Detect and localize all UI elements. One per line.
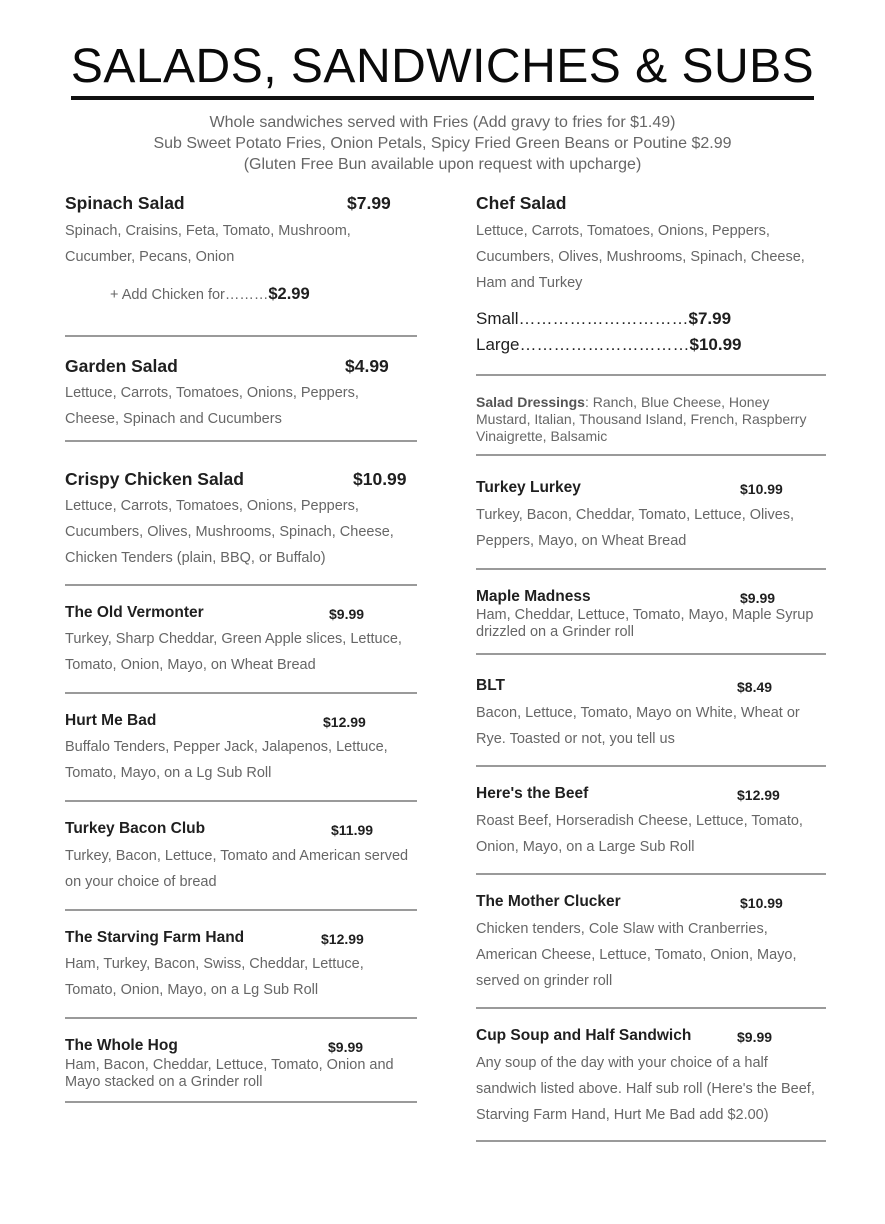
item-name: Spinach Salad <box>65 193 185 213</box>
add-price: $2.99 <box>268 285 310 303</box>
item-price: $12.99 <box>737 787 780 803</box>
item-description <box>65 734 417 786</box>
item-name: Here's the Beef <box>476 785 589 802</box>
desc-line: Lettuce, Carrots, Tomatoes, Onions, Peppers, <box>65 385 359 401</box>
subtitle-line: Whole sandwiches served with Fries (Add gravy to fries for $1.49) <box>209 114 676 131</box>
subtitle-line: (Gluten Free Bun available upon request with upcharge) <box>243 156 642 173</box>
size-label: Small………………………… <box>476 309 689 328</box>
desc-line: Turkey, Sharp Cheddar, Green Apple slices, Lettuce, <box>65 631 402 647</box>
item-name: BLT <box>476 677 505 694</box>
desc-line: Cucumber, Pecans, Onion <box>65 249 235 265</box>
desc-line: Onion, Mayo, on a Large Sub Roll <box>476 839 695 855</box>
item-name: Turkey Lurkey <box>476 479 581 496</box>
item-price: $4.99 <box>345 356 389 376</box>
item-description <box>65 218 417 270</box>
size-large-line <box>476 335 741 355</box>
divider <box>476 765 826 767</box>
divider <box>65 440 417 442</box>
desc-line: Mayo stacked on a Grinder roll <box>65 1074 263 1090</box>
item-price: $10.99 <box>740 481 783 497</box>
item-name: Crispy Chicken Salad <box>65 469 244 489</box>
desc-line: Tomato, Mayo, on a Lg Sub Roll <box>65 765 272 781</box>
item-price: $10.99 <box>740 895 783 911</box>
item-name: The Whole Hog <box>65 1037 178 1054</box>
divider <box>476 454 826 456</box>
divider <box>65 1101 417 1103</box>
add-label: + Add Chicken for……… <box>110 287 269 303</box>
desc-line: served on grinder roll <box>476 973 613 989</box>
desc-line: Mustard, Italian, Thousand Island, French, Raspberry <box>476 411 807 427</box>
desc-line: Peppers, Mayo, on Wheat Bread <box>476 533 687 549</box>
item-price: $8.49 <box>737 679 773 695</box>
subtitle <box>0 112 885 175</box>
item-description <box>65 1057 417 1091</box>
desc-line: Ham, Turkey, Bacon, Swiss, Cheddar, Lettuce, <box>65 956 364 972</box>
size-price: $10.99 <box>689 335 742 354</box>
desc-line: Turkey, Bacon, Cheddar, Tomato, Lettuce, Olives, <box>476 507 795 523</box>
divider <box>476 568 826 570</box>
page-title: SALADS, SANDWICHES & SUBS <box>0 36 885 100</box>
item-name: Chef Salad <box>476 193 567 213</box>
item-description <box>476 808 826 860</box>
desc-line: Roast Beef, Horseradish Cheese, Lettuce, Tomato, <box>476 813 803 829</box>
desc-line: Spinach, Craisins, Feta, Tomato, Mushroom, <box>65 223 351 239</box>
item-description <box>65 493 417 571</box>
dressings-text <box>476 394 826 445</box>
item-price: $12.99 <box>321 931 364 947</box>
divider <box>65 692 417 694</box>
item-name: Garden Salad <box>65 356 178 376</box>
item-description <box>476 916 826 994</box>
divider <box>65 909 417 911</box>
desc-line: Buffalo Tenders, Pepper Jack, Jalapenos, Lettuce, <box>65 739 388 755</box>
desc-line: Ham and Turkey <box>476 275 583 291</box>
item-name: Maple Madness <box>476 588 591 605</box>
desc-line: American Cheese, Lettuce, Tomato, Onion, Mayo, <box>476 947 797 963</box>
divider <box>476 653 826 655</box>
item-price: $10.99 <box>353 469 407 489</box>
item-name: The Starving Farm Hand <box>65 929 245 946</box>
desc-line: Lettuce, Carrots, Tomatoes, Onions, Peppers, <box>476 223 770 239</box>
item-price: $9.99 <box>329 606 365 622</box>
desc-line: drizzled on a Grinder roll <box>476 624 634 640</box>
item-price: $9.99 <box>328 1039 364 1055</box>
desc-line: Chicken Tenders (plain, BBQ, or Buffalo) <box>65 550 326 566</box>
item-price: $9.99 <box>737 1029 773 1045</box>
desc-line: Bacon, Lettuce, Tomato, Mayo on White, Wheat or <box>476 705 800 721</box>
item-price: $9.99 <box>740 590 776 606</box>
desc-line: Vinaigrette, Balsamic <box>476 428 608 444</box>
desc-line: Cucumbers, Olives, Mushrooms, Spinach, Cheese, <box>476 249 805 265</box>
subtitle-line: Sub Sweet Potato Fries, Onion Petals, Spicy Fried Green Beans or Poutine $2.99 <box>153 135 732 152</box>
item-price: $12.99 <box>323 714 366 730</box>
item-description <box>65 843 417 895</box>
divider <box>65 335 417 337</box>
item-description <box>65 951 417 1003</box>
divider <box>65 1017 417 1019</box>
item-name: Hurt Me Bad <box>65 712 157 729</box>
divider <box>476 1007 826 1009</box>
item-description <box>476 607 826 641</box>
size-label: Large………………………… <box>476 335 690 354</box>
divider <box>476 1140 826 1142</box>
desc-line: sandwich listed above. Half sub roll (Here's the Beef, <box>476 1081 815 1097</box>
item-price: $7.99 <box>347 193 391 213</box>
item-price: $11.99 <box>331 822 374 838</box>
item-name: Cup Soup and Half Sandwich <box>476 1027 692 1044</box>
desc-line: Ham, Bacon, Cheddar, Lettuce, Tomato, Onion and <box>65 1057 394 1073</box>
desc-line: Lettuce, Carrots, Tomatoes, Onions, Peppers, <box>65 498 359 514</box>
item-description <box>476 700 826 752</box>
item-description <box>476 218 826 296</box>
desc-line: Rye. Toasted or not, you tell us <box>476 731 675 747</box>
item-description <box>65 626 417 678</box>
desc-line: Cucumbers, Olives, Mushrooms, Spinach, Cheese, <box>65 524 394 540</box>
desc-line: Starving Farm Hand, Hurt Me Bad add $2.00) <box>476 1107 769 1123</box>
item-name: Turkey Bacon Club <box>65 820 206 837</box>
divider <box>476 374 826 376</box>
dressings-label: Salad Dressings <box>476 394 585 410</box>
divider <box>65 800 417 802</box>
add-chicken-line <box>110 285 310 304</box>
item-description <box>65 380 417 432</box>
desc-line: Ham, Cheddar, Lettuce, Tomato, Mayo, Maple Syrup <box>476 607 814 623</box>
desc-line: : Ranch, Blue Cheese, Honey <box>584 394 770 410</box>
desc-line: Tomato, Onion, Mayo, on Wheat Bread <box>65 657 316 673</box>
item-description <box>476 502 826 554</box>
desc-line: on your choice of bread <box>65 874 217 890</box>
desc-line: Turkey, Bacon, Lettuce, Tomato and American served <box>65 848 409 864</box>
item-name: The Mother Clucker <box>476 893 621 910</box>
size-small-line <box>476 309 731 329</box>
divider <box>65 584 417 586</box>
divider <box>476 873 826 875</box>
item-name: The Old Vermonter <box>65 604 204 621</box>
size-price: $7.99 <box>688 309 732 328</box>
item-description <box>476 1050 826 1128</box>
desc-line: Cheese, Spinach and Cucumbers <box>65 411 282 427</box>
desc-line: Any soup of the day with your choice of a half <box>476 1055 768 1071</box>
desc-line: Tomato, Onion, Mayo, on a Lg Sub Roll <box>65 982 319 998</box>
desc-line: Chicken tenders, Cole Slaw with Cranberries, <box>476 921 768 937</box>
